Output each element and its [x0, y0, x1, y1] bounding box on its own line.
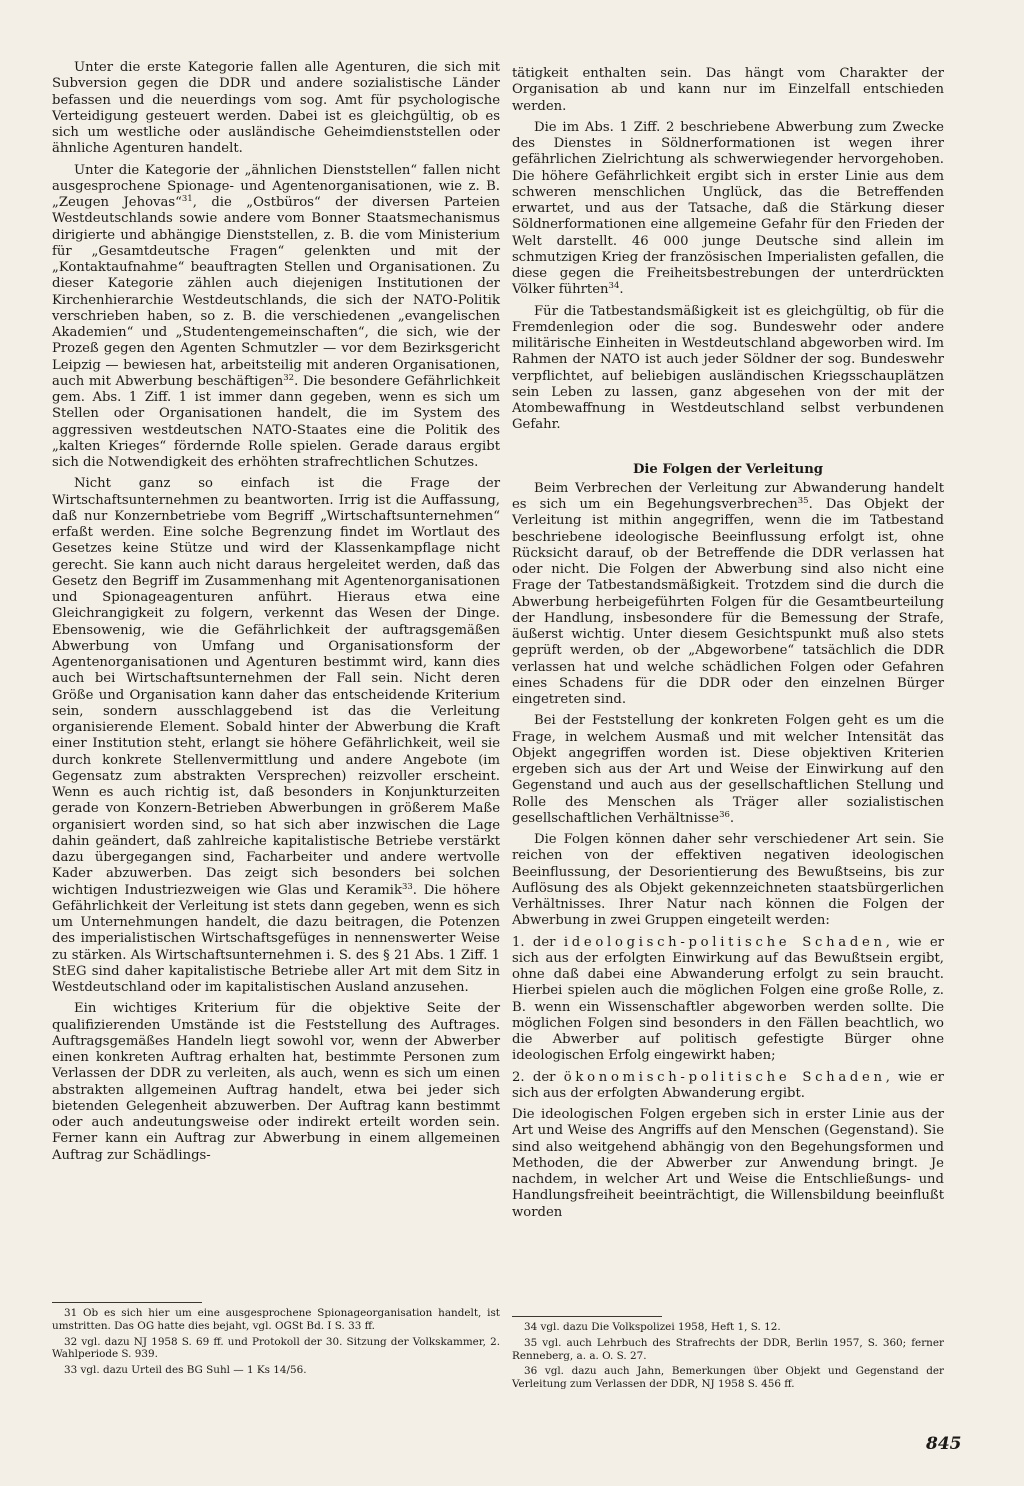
footnote: 32 vgl. dazu NJ 1958 S. 69 ff. und Protokoll der 30. Sitzung der Volkskammer, 2. Wahlperiode S. 939.	[52, 1335, 500, 1361]
footnote-divider	[52, 1302, 202, 1303]
footnote: 36 vgl. dazu auch Jahn, Bemerkungen über Objekt und Gegenstand der Verleitung zum Verlassen der DDR, NJ 1958 S. 456 ff.	[512, 1365, 944, 1391]
footnote: 31 Ob es sich hier um eine ausgesprochene Spionageorganisation handelt, ist umstritten. Das OG hatte dies bejaht, vgl. OGSt Bd. I S. 33 ff.	[52, 1307, 500, 1332]
right-column	[512, 66, 944, 1226]
list-item: 2. der ökonomisch-politische Schaden, wie er sich aus der erfolgten Abwanderung ergibt.	[512, 1069, 944, 1101]
footnote-divider	[512, 1316, 662, 1317]
footnote-ref: 33	[401, 881, 413, 892]
paragraph: Die Folgen können daher sehr verschiedener Art sein. Sie reichen von der effektiven negativen ideologischen Beeinflussung, der Desorientierung des Bewußtseins, bis zur Auflösung des als Objekt gekennzeichneten staatsbürgerlichen Verhältnisses. Ihrer Natur nach können die Folgen der Abwerbung in zwei Gruppen eingeteilt werden:	[512, 832, 944, 929]
paragraph: Beim Verbrechen der Verleitung zur Abwanderung handelt es sich um ein Begehungsverbrechen$^{35}$. Das Objekt der Verleitung ist mithin angegriffen, wenn die im Tatbestand beschriebene ideologische Beeinflussung erfolgt ist, ohne Rücksicht darauf, ob der Betreffende die DDR verlassen hat oder nicht. Die Folgen der Abwerbung sind also nicht eine Frage der Tatbestandsmäßigkeit. Trotzdem sind die durch die Abwerbung herbeigeführten Folgen für die Gesamtbeurteilung der Handlung, insbesondere für die Bemessung der Strafe, äußerst wichtig. Unter diesem Gesichtspunkt muß also stets geprüft werden, ob der „Abgeworbene“ tatsächlich die DDR verlassen hat und welche schädlichen Folgen oder Gefahren eines Schadens für die DDR oder den einzelnen Bürger eingetreten sind.	[512, 480, 944, 707]
footnote: 34 vgl. dazu Die Volkspolizei 1958, Heft 1, S. 12.	[524, 1321, 781, 1333]
left-column	[52, 60, 500, 1169]
paragraph: Für die Tatbestandsmäßigkeit ist es gleichgültig, ob für die Fremdenlegion oder die sog. Bundeswehr oder andere militärische Einheiten in Westdeutschland abgeworben wird. Im Rahmen der NATO ist auch jeder Söldner der sog. Bundeswehr verpflichtet, auf beliebigen ausländischen Kriegsschauplätzen sein Leben zu lassen, ganz abgesehen von der mit der Atombewaffnung in Westdeutschland selbst verbundenen Gefahr.	[512, 303, 944, 433]
paragraph: Nicht ganz so einfach ist die Frage der Wirtschaftsunternehmen zu beantworten. Irrig ist die Auffassung, daß nur Konzernbetriebe vom Begriff „Wirtschaftsunternehmen“ erfaßt werden. Eine solche Begrenzung findet im Wortlaut des Gesetzes keine Stütze und wird der Klassenkampflage nicht gerecht. Sie kann auch nicht daraus hergeleitet werden, daß das Gesetz den Begriff im Zusammenhang mit Agentenorganisationen und Spionageagenturen anführt. Hieraus etwa eine Gleichrangigkeit zu folgern, verkennt das Wesen der Dinge. Ebensowenig, wie die Gefährlichkeit der auftragsgemäßen Abwerbung von Umfang und Organisationsform der Agentenorganisationen und Agenturen bestimmt wird, kann dies auch bei Wirtschaftsunternehmen der Fall sein. Nicht deren Größe und Organisation kann daher das entscheidende Kriterium sein, sondern ausschlaggebend ist das die Verleitung organisierende Element. Sobald hinter der Abwerbung die Kraft einer Institution steht, erlangt sie höhere Gefährlichkeit, weil sie durch konkrete Stellenvermittlung und andere Angebote (im Gegensatz zum abstrakten Versprechen) reizvoller erscheint. Wenn es auch richtig ist, daß besonders in Konjunkturzeiten gerade von Konzern-Betrieben Abwerbungen in größerem Maße organisiert worden sind, so hat sich aber inzwischen die Lage dahin geändert, daß zahlreiche kapitalistische Betriebe verstärkt dazu übergegangen sind, Facharbeiter und andere wertvolle Kader abzuwerben. Das zeigt sich besonders bei solchen wichtigen Industriezweigen wie Glas und Keramik$^{33}$. Die höhere Gefährlichkeit der Verleitung ist stets dann gegeben, wenn es sich um Unternehmungen handelt, die dazu beitragen, die Potenzen des imperialistischen Wirtschaftsgefüges in nennenswerter Weise zu stärken. Als Wirtschaftsunternehmen i. S. des § 21 Abs. 1 Ziff. 1 StEG sind daher kapitalistische Betriebe aller Art mit dem Sitz in Westdeutschland oder im kapitalistischen Ausland anzusehen.	[52, 476, 500, 995]
footnote-ref: 34	[608, 281, 620, 292]
footnote: 35 vgl. auch Lehrbuch des Strafrechts der DDR, Berlin 1957, S. 360; ferner Renneberg, a. a. O. S. 27.	[512, 1336, 944, 1362]
paragraph: Die im Abs. 1 Ziff. 2 beschriebene Abwerbung zum Zwecke des Dienstes in Söldnerformationen ist wegen ihrer gefährlichen Zielrichtung als schwerwiegender hervorgehoben. Die höhere Gefährlichkeit ergibt sich in erster Linie aus dem schweren menschlichen Unglück, das die Betreffenden erwartet, und aus der Tatsache, daß die Stärkung dieser Söldnerformationen eine allgemeine Gefahr für den Frieden der Welt darstellt. 46 000 junge Deutsche sind allein im schmutzigen Krieg der französischen Imperialisten gefallen, die diese gegen die Freiheitsbestrebungen der unterdrückten Völker führten$^{34}$.	[512, 119, 944, 298]
footnote: 33 vgl. dazu Urteil des BG Suhl — 1 Ks 14/56.	[64, 1364, 307, 1377]
footnote-ref: 36	[719, 809, 730, 820]
paragraph: tätigkeit enthalten sein. Das hängt vom Charakter der Organisation ab und kann nur im Einzelfall entschieden werden.	[512, 66, 944, 114]
page-number: 845	[926, 1434, 962, 1454]
footnote-ref: 31	[181, 194, 193, 204]
list-item: 1. der ideologisch-politische Schaden, wie er sich aus der erfolgten Einwirkung auf das Bewußtsein ergibt, ohne daß dabei eine Abwanderung erfolgt zu sein braucht. Hierbei spielen auch die möglichen Folgen eine große Rolle, z. B. wenn ein Wissenschaftler abgeworben werden sollte. Die möglichen Folgen sind besonders in den Fällen beachtlich, wo die Abwerber auf politisch gefestigte Bürger ohne ideologischen Erfolg eingewirkt haben;	[512, 934, 945, 1064]
paragraph: Ein wichtiges Kriterium für die objektive Seite der qualifizierenden Umstände ist die Feststellung des Auftrages. Auftragsgemäßes Handeln liegt sowohl vor, wenn der Abwerber einen konkreten Auftrag erhalten hat, bestimmte Personen zum Verlassen der DDR zu verleiten, als auch, wenn es sich um einen abstrakten allgemeinen Auftrag handelt, etwa bei jeder sich bietenden Gelegenheit abzuwerben. Der Auftrag kann bestimmt oder auch andeutungsweise oder indirekt erteilt worden sein. Ferner kann ein Auftrag zur Abwerbung in einem allgemeinen Auftrag zur Schädlings-	[52, 1001, 500, 1163]
paragraph: Bei der Feststellung der konkreten Folgen geht es um die Frage, in welchem Ausmaß und mit welcher Intensität das Objekt angegriffen worden ist. Diese objektiven Kriterien ergeben sich aus der Art und Weise der Einwirkung auf den Gegenstand und auch aus der gesellschaftlichen Stellung und Rolle des Menschen als Träger aller sozialistischen gesellschaftlichen Verhältnisse$^{36}$.	[512, 713, 944, 826]
footnotes-right	[512, 1316, 944, 1394]
paragraph: Unter die Kategorie der „ähnlichen Dienststellen“ fallen nicht ausgesprochene Spionage- und Agentenorganisationen, wie z. B. „Zeugen Jehovas“$^{31}$, die „Ostbüros“ der diversen Parteien Westdeutschlands sowie andere vom Bonner Staatsmechanismus dirigierte und abhängige Dienststellen, z. B. die vom Ministerium für „Gesamtdeutsche Fragen“ gelenkten und mit der „Kontaktaufnahme“ beauftragten Stellen und Organisationen. Zu dieser Kategorie zählen auch diejenigen Institutionen der Kirchenhierarchie Westdeutschlands, die sich der NATO-Politik verschrieben haben, so z. B. die verschiedenen „evangelischen Akademien“ und „Studentengemeinschaften“, die sich, wie der Prozeß gegen den Agenten Schmutzler — vor dem Bezirksgericht Leipzig — bewiesen hat, arbeitsteilig mit anderen Organisationen, auch mit Abwerbung beschäftigen$^{32}$. Die besondere Gefährlichkeit gem. Abs. 1 Ziff. 1 ist immer dann gegeben, wenn es sich um Stellen oder Organisationen handelt, die im System des aggressiven westdeutschen NATO-Staates eine die Politik des „kalten Krieges“ fördernde Rolle spielen. Gerade daraus ergibt sich die Notwendigkeit des erhöhten strafrechtlichen Schutzes.	[52, 162, 500, 470]
paragraph: Unter die erste Kategorie fallen alle Agenturen, die sich mit Subversion gegen die DDR und andere sozialistische Länder befassen und die neuerdings vom sog. Amt für psychologische Verteidigung gesteuert werden. Dabei ist es gleichgültig, ob es sich um westliche oder ausländische Geheimdienststellen oder ähnliche Agenturen handelt.	[52, 60, 500, 157]
footnote-ref: 32	[283, 372, 295, 383]
paragraph: Die ideologischen Folgen ergeben sich in erster Linie aus der Art und Weise des Angriffs auf den Menschen (Gegenstand). Sie sind also weitgehend abhängig von den Begehungsformen und Methoden, die der Abwerber zur Anwendung bringt. Je nachdem, in welcher Art und Weise die Entschließungs- und Handlungsfreiheit beeinträchtigt, die Willensbildung beeinflußt worden	[512, 1107, 944, 1220]
footnote-ref: 35	[797, 496, 809, 506]
footnotes-left	[52, 1302, 500, 1380]
section-heading: Die Folgen der Verleitung	[632, 461, 824, 477]
